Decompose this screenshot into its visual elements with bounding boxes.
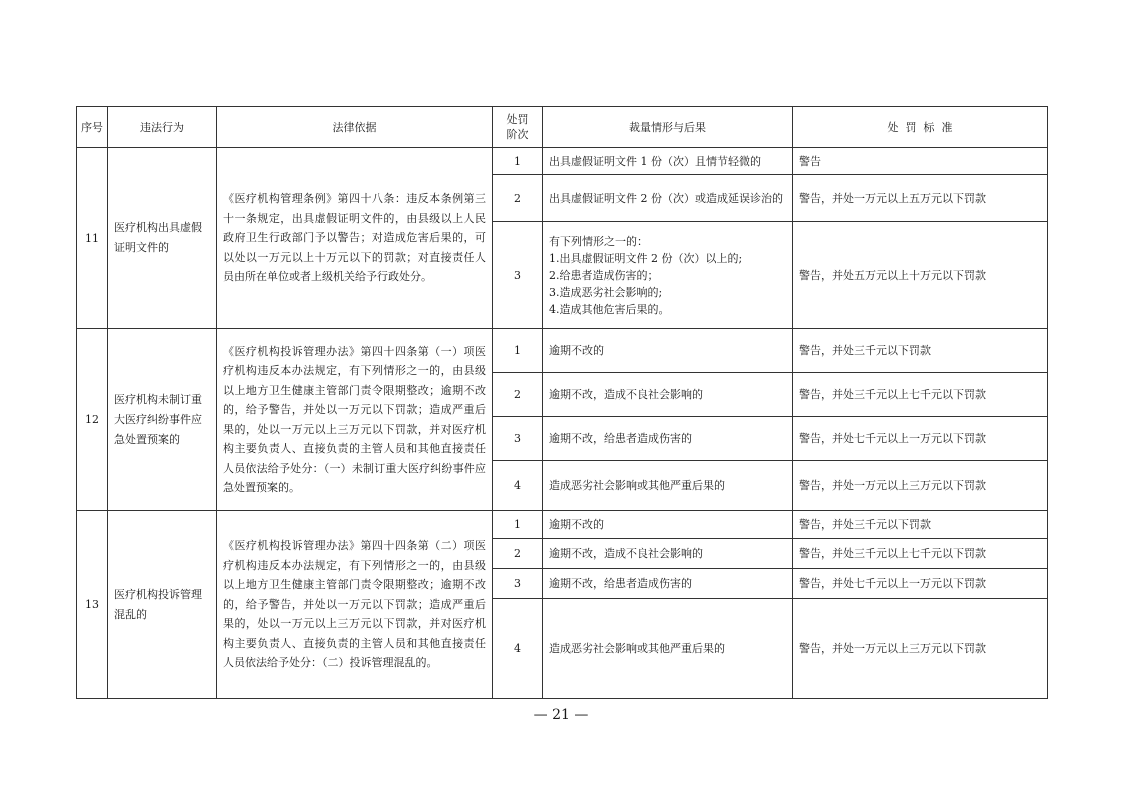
row-violation: 医疗机构出具虚假证明文件的 xyxy=(108,148,217,329)
tier-number: 2 xyxy=(493,373,543,417)
tier-number: 1 xyxy=(493,148,543,175)
circumstance-line: 1.出具虚假证明文件 2 份（次）以上的; xyxy=(549,251,743,265)
row-seq: 13 xyxy=(77,511,108,699)
tier-penalty: 警告，并处一万元以上三万元以下罚款 xyxy=(793,599,1048,699)
tier-penalty: 警告，并处一万元以上五万元以下罚款 xyxy=(793,175,1048,222)
circumstance-line: 有下列情形之一的： xyxy=(549,234,648,248)
row-violation: 医疗机构未制订重大医疗纠纷事件应急处置预案的 xyxy=(108,329,217,511)
penalty-standard-table xyxy=(76,106,1048,699)
tier-circumstance: 造成恶劣社会影响或其他严重后果的 xyxy=(543,599,793,699)
tier-circumstance: 造成恶劣社会影响或其他严重后果的 xyxy=(543,461,793,511)
tier-circumstance: 逾期不改，造成不良社会影响的 xyxy=(543,373,793,417)
tier-circumstance: 逾期不改，给患者造成伤害的 xyxy=(543,569,793,599)
header-violation: 违法行为 xyxy=(108,107,217,148)
tier-penalty: 警告，并处三千元以上七千元以下罚款 xyxy=(793,373,1048,417)
tier-penalty: 警告，并处七千元以上一万元以下罚款 xyxy=(793,569,1048,599)
tier-number: 3 xyxy=(493,569,543,599)
row-seq: 12 xyxy=(77,329,108,511)
header-penalty: 处 罚 标 准 xyxy=(793,107,1048,148)
tier-circumstance-list xyxy=(543,222,793,329)
tier-penalty: 警告，并处三千元以下罚款 xyxy=(793,329,1048,373)
tier-number: 4 xyxy=(493,599,543,699)
tier-number: 4 xyxy=(493,461,543,511)
table-row xyxy=(77,148,1048,175)
row-seq: 11 xyxy=(77,148,108,329)
tier-penalty: 警告，并处五万元以上十万元以下罚款 xyxy=(793,222,1048,329)
header-tier: 处罚阶次 xyxy=(493,107,543,148)
tier-circumstance: 出具虚假证明文件 1 份（次）且情节轻微的 xyxy=(543,148,793,175)
tier-penalty: 警告，并处三千元以下罚款 xyxy=(793,511,1048,539)
row-legal-basis: 《医疗机构投诉管理办法》第四十四条第（一）项医疗机构违反本办法规定，有下列情形之一的，由县级以上地方卫生健康主管部门责令限期整改；逾期不改的，给予警告，并处以一万元以下罚款；造成严重后果的，处以一万元以上三万元以下罚款，并对医疗机构主要负责人、直接负责的主管人员和其他直接责任人员依法给予处分：（一）未制订重大医疗纠纷事件应急处置预案的。 xyxy=(217,329,493,511)
header-seq: 序号 xyxy=(77,107,108,148)
table-header-row xyxy=(77,107,1048,148)
tier-number: 2 xyxy=(493,175,543,222)
circumstance-line: 3.造成恶劣社会影响的; xyxy=(549,285,663,299)
tier-circumstance: 逾期不改，给患者造成伤害的 xyxy=(543,417,793,461)
tier-penalty: 警告，并处七千元以上一万元以下罚款 xyxy=(793,417,1048,461)
tier-number: 2 xyxy=(493,539,543,569)
tier-penalty: 警告 xyxy=(793,148,1048,175)
table-row xyxy=(77,329,1048,373)
tier-circumstance: 出具虚假证明文件 2 份（次）或造成延误诊治的 xyxy=(543,175,793,222)
tier-number: 3 xyxy=(493,417,543,461)
tier-number: 1 xyxy=(493,511,543,539)
row-violation: 医疗机构投诉管理混乱的 xyxy=(108,511,217,699)
tier-circumstance: 逾期不改的 xyxy=(543,329,793,373)
row-legal-basis: 《医疗机构投诉管理办法》第四十四条第（二）项医疗机构违反本办法规定，有下列情形之一的，由县级以上地方卫生健康主管部门责令限期整改；逾期不改的，给予警告，并处以一万元以下罚款；造成严重后果的，处以一万元以上三万元以下罚款，并对医疗机构主要负责人、直接负责的主管人员和其他直接责任人员依法给予处分：（二）投诉管理混乱的。 xyxy=(217,511,493,699)
tier-penalty: 警告，并处三千元以上七千元以下罚款 xyxy=(793,539,1048,569)
row-legal-basis: 《医疗机构管理条例》第四十八条：违反本条例第三十一条规定，出具虚假证明文件的，由县级以上人民政府卫生行政部门予以警告；对造成危害后果的，可以处以一万元以上十万元以下的罚款；对直接责任人员由所在单位或者上级机关给予行政处分。 xyxy=(217,148,493,329)
tier-number: 3 xyxy=(493,222,543,329)
header-legal-basis: 法律依据 xyxy=(217,107,493,148)
page-number: — 21 — xyxy=(533,707,589,723)
tier-penalty: 警告，并处一万元以上三万元以下罚款 xyxy=(793,461,1048,511)
circumstance-line: 2.给患者造成伤害的； xyxy=(549,268,659,282)
tier-circumstance: 逾期不改的 xyxy=(543,511,793,539)
header-circumstance: 裁量情形与后果 xyxy=(543,107,793,148)
tier-circumstance: 逾期不改，造成不良社会影响的 xyxy=(543,539,793,569)
circumstance-line: 4.造成其他危害后果的。 xyxy=(549,302,670,316)
table-row xyxy=(77,511,1048,539)
tier-number: 1 xyxy=(493,329,543,373)
